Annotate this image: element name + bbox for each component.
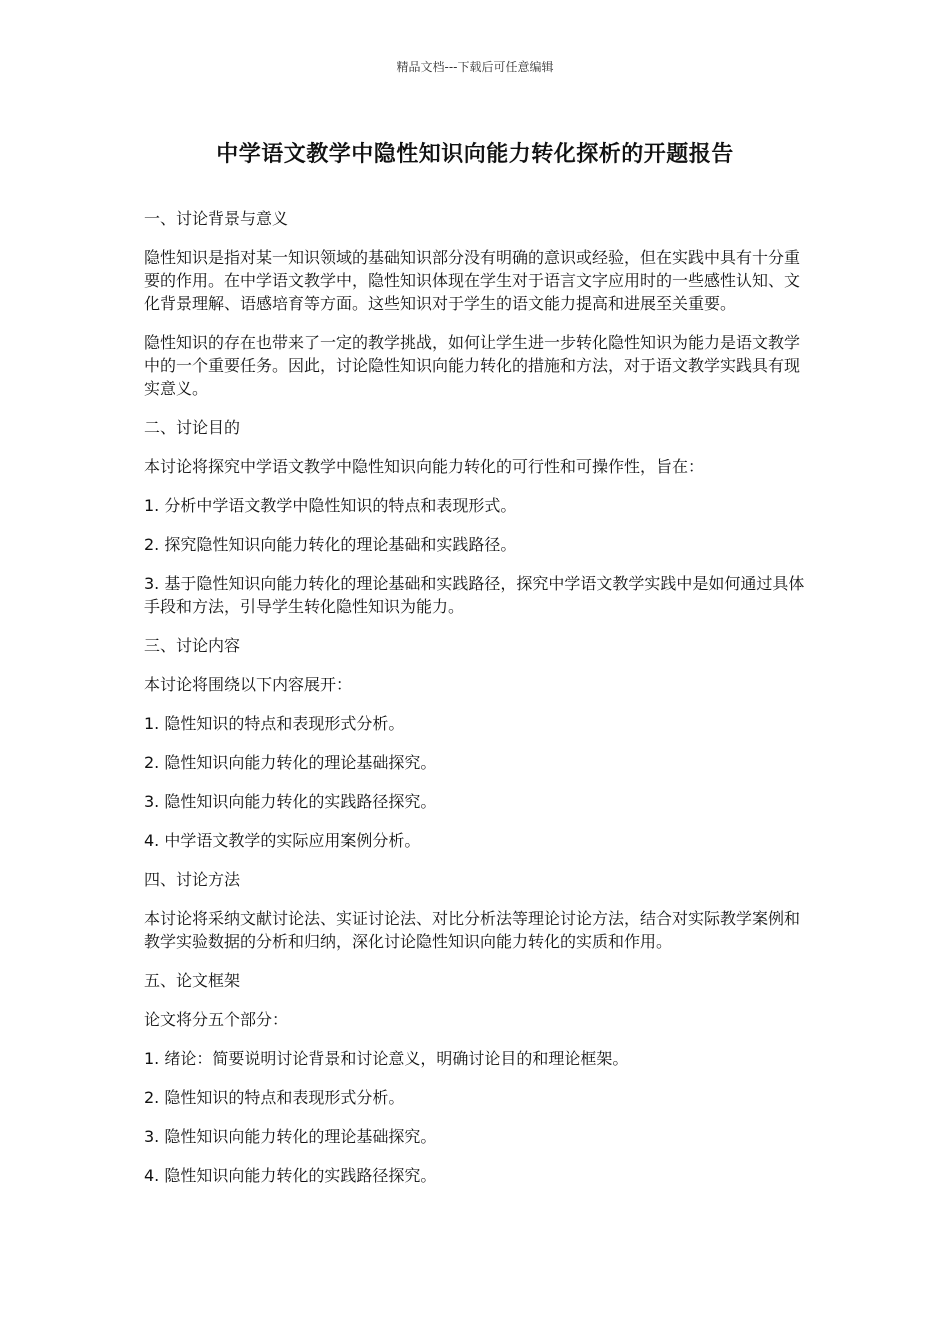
document-title: 中学语文教学中隐性知识向能力转化探析的开题报告: [216, 142, 734, 167]
list-item: 3. 基于隐性知识向能力转化的理论基础和实践路径，探究中学语文教学实践中是如何通过具体手段和方法，引导学生转化隐性知识为能力。: [144, 574, 805, 616]
paragraph: 本讨论将围绕以下内容展开：: [144, 675, 353, 694]
document-body: [144, 207, 806, 1203]
paragraph: 隐性知识的存在也带来了一定的教学挑战，如何让学生进一步转化隐性知识为能力是语文教学中的一个重要任务。因此，讨论隐性知识向能力转化的措施和方法，对于语文教学实践具有现实意义。: [144, 333, 801, 398]
paragraph: 隐性知识是指对某一知识领域的基础知识部分没有明确的意识或经验，但在实践中具有十分重要的作用。在中学语文教学中，隐性知识体现在学生对于语言文字应用时的一些感性认知、文化背景理解、语感培育等方面。这些知识对于学生的语文能力提高和进展至关重要。: [144, 248, 801, 313]
list-item: 2. 隐性知识的特点和表现形式分析。: [144, 1088, 405, 1107]
list-item: 2. 隐性知识向能力转化的理论基础探究。: [144, 753, 437, 772]
paragraph: 论文将分五个部分：: [144, 1010, 289, 1029]
section-heading-purpose: 二、讨论目的: [144, 418, 241, 437]
paragraph: 本讨论将采纳文献讨论法、实证讨论法、对比分析法等理论讨论方法，结合对实际教学案例和教学实验数据的分析和归纳，深化讨论隐性知识向能力转化的实质和作用。: [144, 909, 801, 951]
list-item: 4. 隐性知识向能力转化的实践路径探究。: [144, 1166, 437, 1185]
header-note: 精品文档---下载后可任意编辑: [396, 60, 554, 74]
section-heading-framework: 五、论文框架: [144, 971, 241, 990]
list-item: 1. 分析中学语文教学中隐性知识的特点和表现形式。: [144, 496, 517, 515]
section-heading-content: 三、讨论内容: [144, 636, 241, 655]
section-heading-background: 一、讨论背景与意义: [144, 209, 289, 228]
list-item: 1. 隐性知识的特点和表现形式分析。: [144, 714, 405, 733]
list-item: 4. 中学语文教学的实际应用案例分析。: [144, 831, 421, 850]
list-item: 3. 隐性知识向能力转化的实践路径探究。: [144, 792, 437, 811]
list-item: 2. 探究隐性知识向能力转化的理论基础和实践路径。: [144, 535, 517, 554]
section-heading-method: 四、讨论方法: [144, 870, 241, 889]
list-item: 1. 绪论：简要说明讨论背景和讨论意义，明确讨论目的和理论框架。: [144, 1049, 629, 1068]
paragraph: 本讨论将探究中学语文教学中隐性知识向能力转化的可行性和可操作性，旨在：: [144, 457, 705, 476]
list-item: 3. 隐性知识向能力转化的理论基础探究。: [144, 1127, 437, 1146]
